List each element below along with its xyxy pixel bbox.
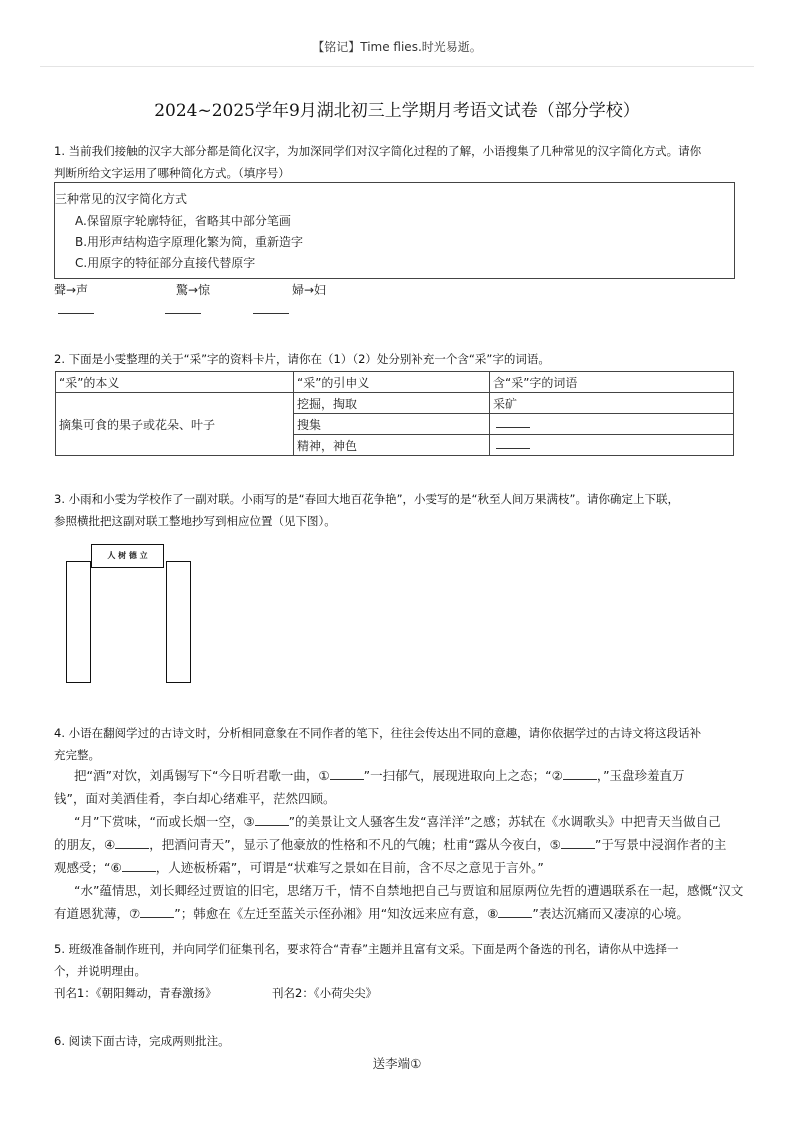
blank-7[interactable] — [140, 917, 174, 918]
couplet-banner: 人 树 德 立 — [91, 544, 164, 568]
couplet-right-scroll[interactable] — [166, 561, 191, 683]
word-blank-1[interactable] — [496, 427, 530, 428]
extended-meaning-1: 挖掘，掏取 — [294, 393, 490, 414]
question-4 — [54, 722, 754, 766]
question-2: 2. 下面是小雯整理的关于“采”字的资料卡片，请你在（1）（2）处分别补充一个含“采”字的词语。 — [54, 352, 550, 366]
original-meaning: 摘集可食的果子或花朵、叶子 — [56, 393, 294, 456]
question-4-line-2: 充完整。 — [54, 748, 100, 762]
passage-line-7: 有道恩犹薄，⑦ ”；韩愈在《左迁至蓝关示侄孙湘》用“知汝远来应有意，⑧ ”表达沉痛而又凄凉的心境。 — [54, 906, 689, 921]
poem-title: 送李端① — [372, 1056, 422, 1071]
passage-line-2: 钱”，面对美酒佳肴，李白却心绪难平，茫然四顾。 — [54, 791, 336, 806]
blank-1[interactable] — [330, 779, 364, 780]
question-3-line-1: 3. 小雨和小雯为学校作了一副对联。小雨写的是“春回大地百花争艳”，小雯写的是“秋至人间万果满枝”。请你确定上下联， — [54, 492, 679, 506]
blank-4[interactable] — [115, 848, 149, 849]
option-a: A.保留原字轮廓特征，省略其中部分笔画 — [75, 214, 291, 228]
question-1-line-2: 判断所给文字运用了哪种简化方式。（填序号） — [54, 166, 290, 180]
question-5-line-2: 个，并说明理由。 — [54, 964, 146, 978]
question-4-passage — [54, 764, 744, 925]
page-header: 【铭记】Time flies.时光易逝。 — [312, 40, 482, 54]
page-title: 2024~2025学年9月湖北初三上学期月考语文试卷（部分学校） — [154, 101, 640, 121]
passage-line-4: 的朋友，④ ，把酒问青天”，显示了他豪放的性格和不凡的气魄；杜甫“露从今夜白，⑤ ”于写景中浸润作者的主 — [54, 837, 727, 852]
answer-blank-2[interactable] — [165, 313, 201, 314]
box-title: 三种常见的汉字简化方式 — [55, 192, 188, 206]
journal-name-1: 刊名1：《朝阳舞动，青春激扬》 — [54, 986, 217, 1000]
couplet-left-scroll[interactable] — [66, 561, 91, 683]
question-6: 6. 阅读下面古诗，完成两则批注。 — [54, 1034, 230, 1048]
passage-line-1: 把“酒”对饮，刘禹锡写下“今日听君歌一曲，① ”一扫郁气，展现进取向上之态；“② ，”玉盘珍羞直万 — [74, 768, 685, 783]
char-pair-1: 聲→声 — [54, 283, 89, 297]
journal-name-2: 刊名2：《小荷尖尖》 — [272, 986, 378, 1000]
word-blank-2[interactable] — [496, 448, 530, 449]
simplification-methods-box — [54, 182, 735, 279]
question-4-line-1: 4. 小语在翻阅学过的古诗文时，分析相同意象在不同作者的笔下，往往会传达出不同的意趣，请你依据学过的古诗文将这段话补 — [54, 726, 702, 740]
blank-6[interactable] — [122, 871, 156, 872]
cai-info-table — [55, 371, 734, 456]
blank-8[interactable] — [498, 917, 532, 918]
word-blank-1-cell — [490, 414, 734, 435]
answer-blank-3[interactable] — [253, 313, 289, 314]
word-blank-2-cell — [490, 435, 734, 456]
option-c: C.用原字的特征部分直接代替原字 — [75, 256, 256, 270]
passage-line-5: 观感受；“⑥ ，人迹板桥霜”，可谓是“状难写之景如在目前，含不尽之意见于言外。” — [54, 860, 544, 875]
blank-2[interactable] — [563, 779, 597, 780]
question-3-line-2: 参照横批把这副对联工整地抄写到相应位置（见下图）。 — [54, 514, 336, 528]
extended-meaning-2: 搜集 — [294, 414, 490, 435]
blank-3[interactable] — [255, 825, 289, 826]
table-header-words: 含“采”字的词语 — [490, 372, 734, 393]
answer-blank-1[interactable] — [58, 313, 94, 314]
question-1 — [54, 140, 754, 184]
passage-line-3: “月”下赏味，“而或长烟一空，③ ”的美景让文人骚客生发“喜洋洋”之感；苏轼在《水调歌头》中把青天当做自己 — [74, 814, 721, 829]
question-1-line-1: 1. 当前我们接触的汉字大部分都是简化汉字，为加深同学们对汉字简化过程的了解，小语搜集了几种常见的汉字简化方式。请你 — [54, 144, 702, 158]
blank-5[interactable] — [561, 848, 595, 849]
char-pair-2: 驚→惊 — [176, 283, 211, 297]
word-1: 采矿 — [490, 393, 734, 414]
table-header-original: “采”的本义 — [56, 372, 294, 393]
char-pair-3: 婦→妇 — [292, 283, 327, 297]
question-5-line-1: 5. 班级准备制作班刊，并向同学们征集刊名，要求符合“青春”主题并且富有文采。下面是两个备选的刊名，请你从中选择一 — [54, 942, 679, 956]
header-divider — [40, 66, 754, 67]
question-5 — [54, 938, 754, 982]
extended-meaning-3: 精神，神色 — [294, 435, 490, 456]
question-3 — [54, 488, 754, 532]
option-b: B.用形声结构造字原理化繁为简，重新造字 — [75, 235, 304, 249]
passage-line-6: “水”蕴情思，刘长卿经过贾谊的旧宅，思绪万千，情不自禁地把自己与贾谊和屈原两位先哲的遭遇联系在一起，感慨“汉文 — [74, 883, 744, 898]
table-header-extended: “采”的引申义 — [294, 372, 490, 393]
